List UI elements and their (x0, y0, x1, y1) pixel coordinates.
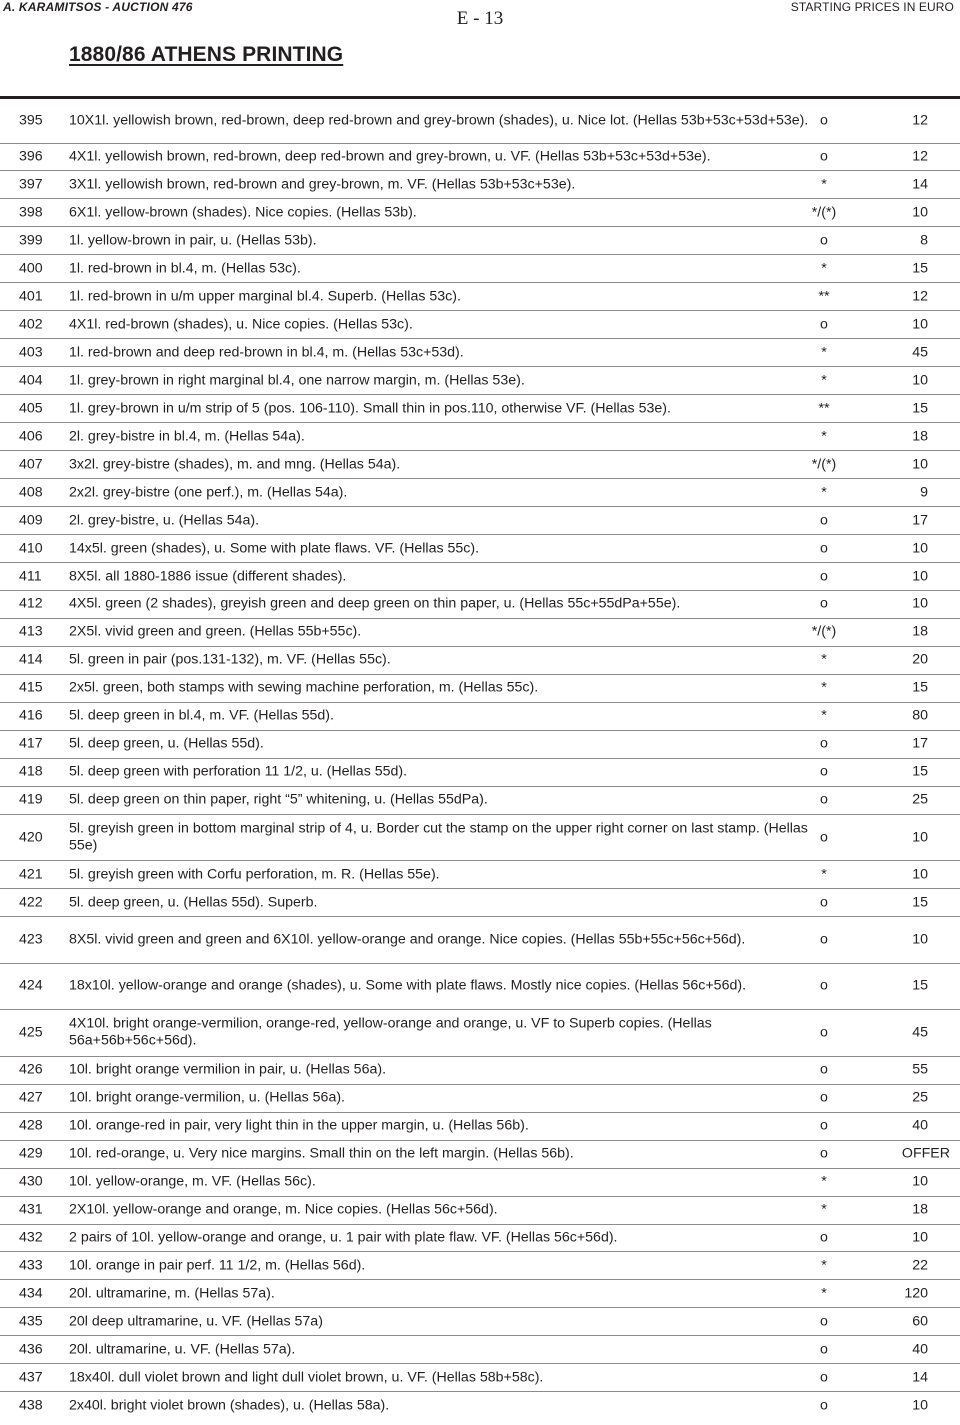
lot-description: 10l. orange in pair perf. 11 1/2, m. (Hellas 56d). (69, 1257, 366, 1274)
lot-price: 45 (912, 344, 928, 361)
lot-number: 403 (19, 344, 43, 361)
lot-price: 10 (912, 371, 928, 388)
lot-price: 10 (912, 1173, 928, 1190)
lot-price: 18 (912, 427, 928, 444)
lot-description: 2x5l. green, both stamps with sewing machine perforation, m. (Hellas 55c). (69, 679, 539, 696)
lot-number: 419 (19, 791, 43, 808)
lot-number: 427 (19, 1089, 43, 1106)
lot-row (0, 730, 960, 758)
lot-row (0, 506, 960, 534)
lot-description: 6X1l. yellow-brown (shades). Nice copies. (Hellas 53b). (69, 204, 417, 221)
lot-list (0, 96, 960, 1419)
lot-price: 12 (912, 288, 928, 305)
lot-price: 80 (912, 707, 928, 724)
lot-description: 5l. greyish green in bottom marginal strip of 4, u. Border cut the stamp on the upper right corner on last stamp. (Hellas 55e) (69, 820, 808, 854)
lot-description: 2X10l. yellow-orange and orange, m. Nice copies. (Hellas 56c+56d). (69, 1201, 498, 1218)
lot-description: 10l. red-orange, u. Very nice margins. Small thin on the left margin. (Hellas 56b). (69, 1145, 574, 1162)
prices-note: STARTING PRICES IN EURO (790, 0, 954, 14)
lot-description: 1l. red-brown and deep red-brown in bl.4, m. (Hellas 53c+53d). (69, 344, 464, 361)
lot-row (0, 534, 960, 562)
lot-description: 10X1l. yellowish brown, red-brown, deep red-brown and grey-brown (shades), u. Nice lot. (Hellas 53b+53c+53d+53e). (69, 112, 809, 128)
lot-number: 425 (19, 1024, 43, 1041)
lot-condition: ** (818, 399, 830, 416)
lot-condition: * (821, 260, 827, 277)
lot-number: 436 (19, 1341, 43, 1358)
lot-number: 421 (19, 865, 43, 882)
lot-row (0, 786, 960, 814)
lot-description: 4X1l. yellowish brown, red-brown, deep red-brown and grey-brown, u. VF. (Hellas 53b+53c+53d+53e). (69, 148, 711, 165)
lot-description: 10l. bright orange-vermilion, u. (Hellas 56a). (69, 1089, 345, 1106)
lot-price: 40 (912, 1341, 928, 1358)
lot-row (0, 1009, 960, 1056)
lot-price: 10 (912, 316, 928, 333)
lot-price: 18 (912, 623, 928, 640)
lot-condition: o (820, 1089, 828, 1106)
lot-number: 411 (19, 567, 42, 584)
lot-description: 18x40l. dull violet brown and light dull violet brown, u. VF. (Hellas 58b+58c). (69, 1369, 544, 1386)
lot-row (0, 860, 960, 888)
lot-price: 20 (912, 651, 928, 668)
lot-description: 5l. deep green with perforation 11 1/2, u. (Hellas 55d). (69, 763, 408, 780)
lot-description: 1l. red-brown in u/m upper marginal bl.4. Superb. (Hellas 53c). (69, 288, 461, 305)
lot-price: 10 (912, 1229, 928, 1246)
lot-row (0, 394, 960, 422)
lot-row (0, 702, 960, 730)
lot-number: 406 (19, 427, 43, 444)
lot-number: 414 (19, 651, 43, 668)
lot-description: 3X1l. yellowish brown, red-brown and grey-brown, m. VF. (Hellas 53b+53c+53e). (69, 176, 576, 193)
lot-description: 2l. grey-bistre, u. (Hellas 54a). (69, 511, 260, 528)
lot-number: 410 (19, 539, 43, 556)
lot-price: 8 (920, 232, 928, 249)
lot-price: 10 (912, 455, 928, 472)
lot-description: 1l. red-brown in bl.4, m. (Hellas 53c). (69, 260, 301, 277)
lot-row (0, 674, 960, 702)
lot-number: 395 (19, 112, 43, 128)
lot-row (0, 562, 960, 590)
lot-row (0, 254, 960, 282)
lot-condition: * (821, 371, 827, 388)
lot-description: 3x2l. grey-bistre (shades), m. and mng. (Hellas 54a). (69, 455, 401, 472)
lot-number: 430 (19, 1173, 43, 1190)
lot-row (0, 1363, 960, 1391)
lot-description: 2x40l. bright violet brown (shades), u. (Hellas 58a). (69, 1397, 390, 1414)
lot-row (0, 226, 960, 254)
lot-condition: o (820, 893, 828, 910)
lot-price: 60 (912, 1313, 928, 1330)
lot-number: 435 (19, 1313, 43, 1330)
lot-price: 15 (912, 763, 928, 780)
lot-condition: o (820, 828, 828, 845)
lot-condition: o (820, 791, 828, 808)
lot-condition: o (820, 112, 828, 128)
lot-condition: o (820, 1229, 828, 1246)
lot-row (0, 758, 960, 786)
lot-condition: */(*) (811, 623, 837, 640)
lot-price: 10 (912, 567, 928, 584)
lot-number: 405 (19, 399, 43, 416)
lot-condition: o (820, 316, 828, 333)
lot-condition: * (821, 1257, 827, 1274)
lot-number: 400 (19, 260, 43, 277)
lot-description: 20l. ultramarine, u. VF. (Hellas 57a). (69, 1341, 296, 1358)
lot-condition: o (820, 539, 828, 556)
lot-row (0, 1112, 960, 1140)
lot-number: 434 (19, 1285, 43, 1302)
lot-condition: * (821, 865, 827, 882)
lot-condition: o (820, 1117, 828, 1134)
lot-description: 5l. deep green, u. (Hellas 55d). Superb. (69, 893, 318, 910)
lot-number: 407 (19, 455, 43, 472)
lot-price: 12 (912, 112, 928, 128)
lot-number: 408 (19, 483, 43, 500)
lot-number: 396 (19, 148, 43, 165)
lot-row (0, 478, 960, 506)
lot-description: 10l. orange-red in pair, very light thin in the upper margin, u. (Hellas 56b). (69, 1117, 529, 1134)
lot-row (0, 1140, 960, 1168)
lot-row (0, 338, 960, 366)
lot-row (0, 646, 960, 674)
lot-condition: o (820, 1145, 828, 1162)
lot-condition: o (820, 977, 828, 994)
lot-number: 417 (19, 735, 43, 752)
lot-condition: * (821, 1173, 827, 1190)
lot-number: 404 (19, 371, 43, 388)
lot-price: 25 (912, 1089, 928, 1106)
lot-condition: o (820, 232, 828, 249)
lot-price: 15 (912, 679, 928, 696)
lot-condition: * (821, 344, 827, 361)
lot-number: 402 (19, 316, 43, 333)
lot-row (0, 618, 960, 646)
lot-condition: o (820, 931, 828, 948)
lot-price: 55 (912, 1061, 928, 1078)
lot-number: 420 (19, 828, 43, 845)
lot-price: 22 (912, 1257, 928, 1274)
lot-description: 20l deep ultramarine, u. VF. (Hellas 57a) (69, 1313, 323, 1330)
lot-row (0, 1224, 960, 1252)
lot-row (0, 888, 960, 916)
auction-header: A. KARAMITSOS - AUCTION 476 (3, 0, 193, 14)
lot-condition: o (820, 567, 828, 584)
lot-description: 5l. green in pair (pos.131-132), m. VF. (Hellas 55c). (69, 651, 391, 668)
lot-price: 14 (912, 1369, 928, 1386)
lot-row (0, 366, 960, 394)
lot-description: 2l. grey-bistre in bl.4, m. (Hellas 54a). (69, 427, 305, 444)
section-title: 1880/86 ATHENS PRINTING (69, 43, 344, 66)
lot-row (0, 963, 960, 1010)
lot-row (0, 198, 960, 226)
lot-number: 418 (19, 763, 43, 780)
lot-row (0, 1335, 960, 1363)
page-number: E - 13 (456, 8, 504, 29)
lot-row (0, 590, 960, 618)
lot-condition: o (820, 1369, 828, 1386)
lot-number: 432 (19, 1229, 43, 1246)
lot-description: 18x10l. yellow-orange and orange (shades), u. Some with plate flaws. Mostly nice copies. (Hellas 56c+56d). (69, 977, 747, 994)
lot-row (0, 1307, 960, 1335)
lot-condition: */(*) (811, 455, 837, 472)
lot-condition: * (821, 651, 827, 668)
lot-condition: o (820, 1061, 828, 1078)
lot-description: 1l. grey-brown in u/m strip of 5 (pos. 106-110). Small thin in pos.110, otherwise VF. (Hellas 53e). (69, 399, 671, 416)
lot-number: 398 (19, 204, 43, 221)
lot-description: 1l. yellow-brown in pair, u. (Hellas 53b). (69, 232, 317, 249)
lot-row (0, 143, 960, 171)
lot-price: 9 (920, 483, 928, 500)
lot-row (0, 1391, 960, 1419)
lot-row (0, 450, 960, 478)
lot-number: 413 (19, 623, 43, 640)
lot-price: 10 (912, 865, 928, 882)
lot-number: 415 (19, 679, 43, 696)
lot-description: 10l. yellow-orange, m. VF. (Hellas 56c). (69, 1173, 316, 1190)
lot-number: 416 (19, 707, 43, 724)
lot-description: 4X10l. bright orange-vermilion, orange-red, yellow-orange and orange, u. VF to Superb copies. (Hellas 56a+56b+56c+56d). (69, 1015, 712, 1049)
lot-description: 8X5l. vivid green and green and 6X10l. yellow-orange and orange. Nice copies. (Hellas 55b+55c+56c+56d). (69, 931, 746, 948)
lot-price: 17 (912, 735, 928, 752)
lot-condition: * (821, 1201, 827, 1218)
lot-price: 10 (912, 539, 928, 556)
lot-condition: * (821, 427, 827, 444)
lot-condition: o (820, 511, 828, 528)
lot-price: 25 (912, 791, 928, 808)
lot-condition: * (821, 679, 827, 696)
lot-condition: ** (818, 288, 830, 305)
lot-price: 10 (912, 828, 928, 845)
lot-row (0, 916, 960, 963)
lot-condition: o (820, 763, 828, 780)
lot-number: 424 (19, 977, 43, 994)
lot-price: 10 (912, 204, 928, 221)
lot-number: 422 (19, 893, 43, 910)
lot-condition: o (820, 735, 828, 752)
lot-number: 401 (19, 288, 43, 305)
lot-condition: o (820, 1397, 828, 1414)
lot-number: 426 (19, 1061, 43, 1078)
lot-row (0, 422, 960, 450)
lot-row (0, 1168, 960, 1196)
lot-price: 40 (912, 1117, 928, 1134)
lot-row (0, 1279, 960, 1307)
lot-description: 20l. ultramarine, m. (Hellas 57a). (69, 1285, 275, 1302)
lot-description: 2x2l. grey-bistre (one perf.), m. (Hellas 54a). (69, 483, 348, 500)
lot-condition: o (820, 1313, 828, 1330)
lot-description: 10l. bright orange vermilion in pair, u. (Hellas 56a). (69, 1061, 387, 1078)
lot-number: 428 (19, 1117, 43, 1134)
lot-number: 429 (19, 1145, 43, 1162)
lot-condition: * (821, 176, 827, 193)
lot-description: 4X1l. red-brown (shades), u. Nice copies. (Hellas 53c). (69, 316, 413, 333)
lot-number: 397 (19, 176, 43, 193)
lot-row (0, 96, 960, 143)
lot-price: 15 (912, 977, 928, 994)
lot-description: 5l. greyish green with Corfu perforation, m. R. (Hellas 55e). (69, 865, 440, 882)
lot-description: 14x5l. green (shades), u. Some with plate flaws. VF. (Hellas 55c). (69, 539, 480, 556)
lot-condition: o (820, 595, 828, 612)
lot-number: 423 (19, 931, 43, 948)
lot-condition: o (820, 1341, 828, 1358)
lot-number: 409 (19, 511, 43, 528)
lot-price: 15 (912, 399, 928, 416)
lot-price: 15 (912, 893, 928, 910)
lot-price: 12 (912, 148, 928, 165)
lot-condition: * (821, 707, 827, 724)
lot-description: 8X5l. all 1880-1886 issue (different shades). (69, 567, 347, 584)
lot-number: 399 (19, 232, 43, 249)
lot-price: OFFER (901, 1145, 950, 1162)
lot-number: 437 (19, 1369, 43, 1386)
lot-number: 438 (19, 1397, 43, 1414)
lot-row (0, 310, 960, 338)
lot-price: 10 (912, 1397, 928, 1414)
lot-condition: * (821, 483, 827, 500)
lot-condition: o (820, 148, 828, 165)
lot-condition: * (821, 1285, 827, 1302)
lot-price: 10 (912, 931, 928, 948)
lot-description: 5l. deep green on thin paper, right “5” whitening, u. (Hellas 55dPa). (69, 791, 488, 808)
lot-price: 18 (912, 1201, 928, 1218)
lot-row (0, 814, 960, 861)
lot-row (0, 170, 960, 198)
lot-description: 2X5l. vivid green and green. (Hellas 55b+55c). (69, 623, 362, 640)
lot-price: 45 (912, 1024, 928, 1041)
lot-row (0, 1196, 960, 1224)
lot-number: 431 (19, 1201, 43, 1218)
lot-condition: */(*) (811, 204, 837, 221)
lot-price: 17 (912, 511, 928, 528)
lot-description: 5l. deep green, u. (Hellas 55d). (69, 735, 264, 752)
lot-price: 120 (904, 1285, 928, 1302)
lot-row (0, 282, 960, 310)
lot-condition: o (820, 1024, 828, 1041)
lot-price: 15 (912, 260, 928, 277)
lot-description: 5l. deep green in bl.4, m. VF. (Hellas 55d). (69, 707, 334, 724)
lot-number: 433 (19, 1257, 43, 1274)
lot-row (0, 1084, 960, 1112)
lot-row (0, 1056, 960, 1084)
lot-number: 412 (19, 595, 43, 612)
lot-row (0, 1251, 960, 1279)
lot-price: 14 (912, 176, 928, 193)
lot-description: 1l. grey-brown in right marginal bl.4, one narrow margin, m. (Hellas 53e). (69, 371, 525, 388)
lot-description: 2 pairs of 10l. yellow-orange and orange, u. 1 pair with plate flaw. VF. (Hellas 56c+56d). (69, 1229, 618, 1246)
lot-description: 4X5l. green (2 shades), greyish green and deep green on thin paper, u. (Hellas 55c+55dPa+55e). (69, 595, 681, 612)
lot-price: 10 (912, 595, 928, 612)
